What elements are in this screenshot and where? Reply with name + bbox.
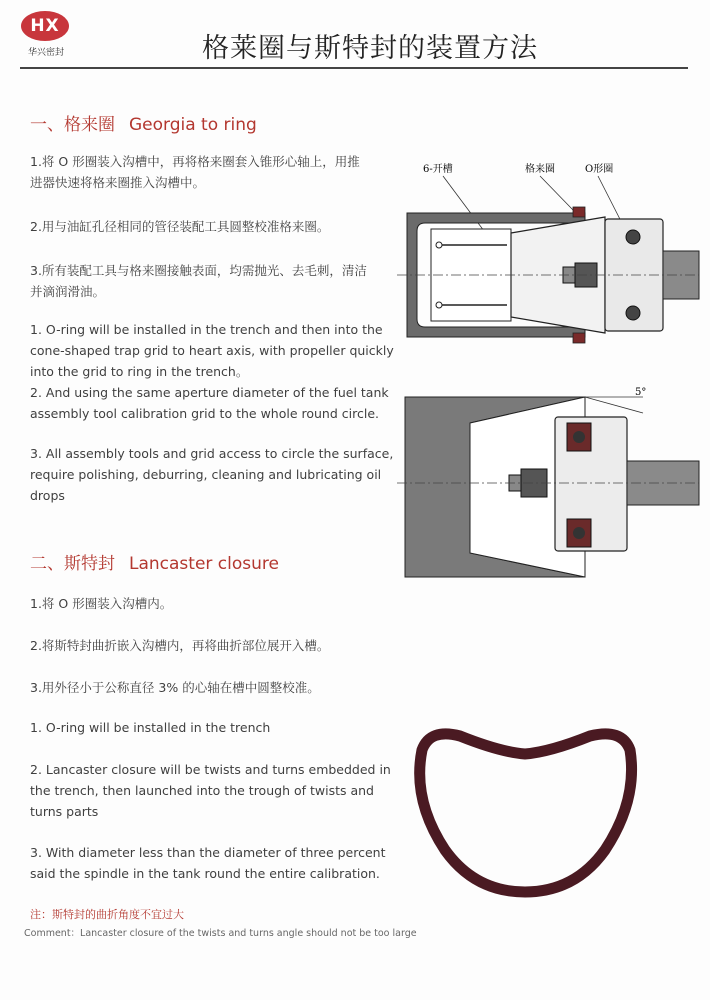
s1-en-line-4: 2. And using the same aperture diameter of the fuel tank bbox=[30, 385, 389, 400]
section1-heading-en: Georgia to ring bbox=[129, 115, 257, 135]
s1-en-line-1: 1. O-ring will be installed in the trench and then into the bbox=[30, 322, 383, 337]
slot-end-top bbox=[436, 242, 442, 248]
slot-end-bottom bbox=[436, 302, 442, 308]
note-en: Comment：Lancaster closure of the twists and turns angle should not be too large bbox=[24, 928, 417, 939]
o-ring-top bbox=[626, 230, 640, 244]
s1-cn-line-1: 1.将 O 形圈装入沟槽中，再将格来圈套入锥形心轴上，用推 bbox=[30, 154, 360, 169]
s2-en-line-3: the trench, then launched into the trough of twists and bbox=[30, 783, 374, 798]
s2-en-line-4: turns parts bbox=[30, 804, 99, 819]
title-divider bbox=[20, 67, 688, 69]
section1-heading bbox=[30, 110, 257, 135]
glyd-ring-install-diagram bbox=[395, 155, 700, 355]
logo-caption: 华兴密封 bbox=[27, 48, 64, 58]
step-seal-outline bbox=[420, 734, 632, 892]
s2-en-line-5: 3. With diameter less than the diameter of three percent bbox=[30, 845, 386, 860]
s1-cn-line-2: 进器快速将格来圈推入沟槽中。 bbox=[30, 175, 206, 190]
groove-label: 6-开槽 bbox=[423, 164, 453, 175]
s1-en-line-2: cone-shaped trap grid to heart axis, with propeller quickly bbox=[30, 343, 394, 358]
s1-cn-line-3: 2.用与油缸孔径相同的管径装配工具圆整校准格来圈。 bbox=[30, 219, 330, 234]
s1-cn-line-4: 3.所有装配工具与格来圈接触表面，均需抛光、去毛刺，清洁 bbox=[30, 263, 367, 278]
calibration-diagram bbox=[395, 385, 700, 585]
s1-en-line-8: drops bbox=[30, 488, 65, 503]
o-ring-bottom-2 bbox=[573, 527, 585, 539]
note-cn: 注：斯特封的曲折角度不宜过大 bbox=[30, 908, 184, 921]
o-ring-bottom bbox=[626, 306, 640, 320]
housing-seal-top bbox=[573, 207, 585, 217]
page-title: 格莱圈与斯特封的装置方法 bbox=[202, 33, 538, 64]
section2-heading-en: Lancaster closure bbox=[129, 554, 279, 574]
glyd-ring-label: 格来圈 bbox=[525, 164, 555, 175]
s2-en-line-1: 1. O-ring will be installed in the trench bbox=[30, 720, 271, 735]
s2-cn-line-1: 1.将 O 形圈装入沟槽内。 bbox=[30, 596, 173, 611]
section2-heading bbox=[30, 549, 279, 574]
s1-en-line-7: require polishing, deburring, cleaning and lubricating oil bbox=[30, 467, 382, 482]
s1-en-line-5: assembly tool calibration grid to the whole round circle. bbox=[30, 406, 379, 421]
angle-line bbox=[585, 397, 643, 413]
o-ring-label: O形圈 bbox=[585, 164, 614, 175]
logo-mark: HX bbox=[21, 11, 69, 41]
s1-cn-line-5: 并滴润滑油。 bbox=[30, 284, 106, 299]
s2-en-line-2: 2. Lancaster closure will be twists and turns embedded in bbox=[30, 762, 391, 777]
step-seal-fold-diagram bbox=[400, 720, 650, 900]
s1-en-line-3: into the grid to ring in the trench。 bbox=[30, 364, 249, 379]
s2-cn-line-2: 2.将斯特封曲折嵌入沟槽内，再将曲折部位展开入槽。 bbox=[30, 638, 330, 653]
housing-seal-bottom bbox=[573, 333, 585, 343]
glyd-leader bbox=[540, 176, 573, 210]
angle-label: 5° bbox=[635, 387, 647, 398]
s2-en-line-6: said the spindle in the tank round the entire calibration. bbox=[30, 866, 380, 881]
company-logo bbox=[18, 8, 74, 60]
section2-heading-cn: 二、斯特封 bbox=[30, 554, 115, 574]
section1-heading-cn: 一、格来圈 bbox=[30, 115, 115, 135]
o-ring-top-2 bbox=[573, 431, 585, 443]
s1-en-line-6: 3. All assembly tools and grid access to circle the surface, bbox=[30, 446, 394, 461]
s2-cn-line-3: 3.用外径小于公称直径 3% 的心轴在槽中圆整校准。 bbox=[30, 680, 320, 695]
